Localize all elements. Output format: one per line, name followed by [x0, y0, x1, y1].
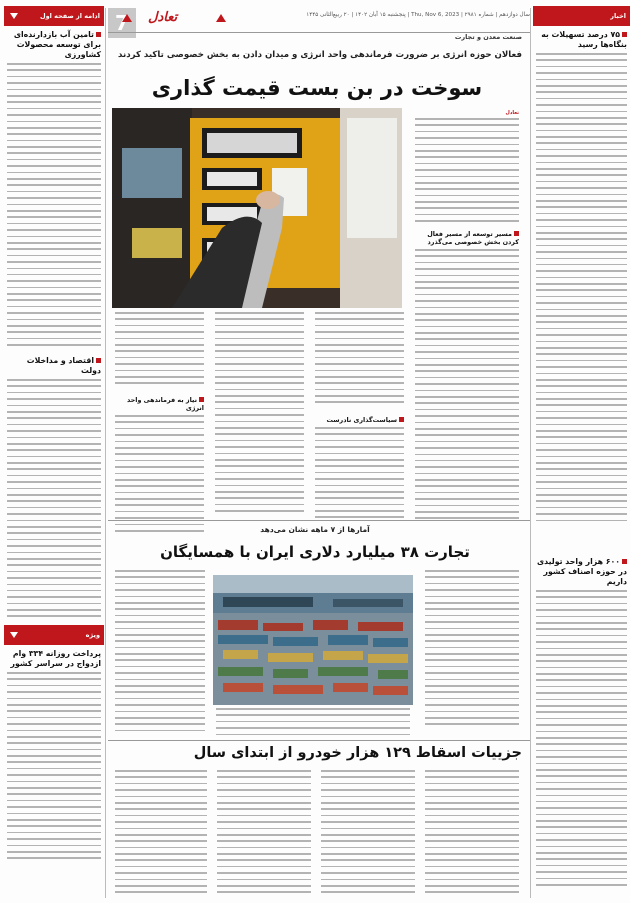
body-col-mid: [212, 312, 307, 517]
body-col-left-text-2: [115, 415, 204, 535]
left-headline-2: اقتصاد و مداخلات دولت: [26, 356, 101, 375]
bullet-square-icon: [622, 32, 627, 37]
date-line: پنجشنبه ۱۵ آبان ۱۴۰۲ | ۲۰ ربیع‌الثانی ۱۴۴۵ | Thu, Nov 6, 2023 | سال دوازدهم | شماره ۲۹۸۱: [306, 12, 530, 18]
right-headline-2: ۶۰۰ هزار واحد تولیدی در حوزه اصناف کشور داریم: [536, 557, 627, 586]
body-col-mid-text: [215, 312, 304, 517]
triangle-icon: [216, 14, 226, 22]
news-section-bar: [533, 6, 630, 26]
bullet-square-icon: [96, 358, 101, 363]
triangle-icon: [10, 13, 18, 19]
right-headline-1: ۷۵ درصد تسهیلات به بنگاه‌ها رسید: [541, 30, 627, 49]
cars-col-4: [112, 770, 210, 895]
continued-bar: [4, 6, 104, 26]
subhead-energy-command: نیاز به فرماندهی واحد انرژی: [126, 396, 204, 412]
page-header: [108, 8, 530, 32]
cars-col-2: [318, 770, 418, 895]
body-col-right: [312, 312, 407, 522]
body-col-left-text: [115, 312, 204, 392]
bullet-square-icon: [199, 397, 204, 402]
subhead-private-sector: مسیر توسعه از مسیر فعال کردن بخش خصوصی می‌گذرد: [427, 230, 519, 246]
right-column-separator: [530, 8, 531, 898]
cars-col-1: [422, 770, 522, 895]
section-title: صنعت معدن و تجارت: [454, 33, 522, 41]
triangle-icon: [10, 632, 18, 638]
body-col-right-text-2: [315, 427, 404, 522]
page-number: 7: [108, 8, 136, 38]
left-article-3-body: [7, 672, 101, 862]
lead-label: تعادل: [505, 110, 519, 116]
continued-label: ادامه از صفحه اول: [39, 12, 100, 20]
trade-under-photo: [213, 708, 413, 738]
body-col-right-text: [315, 312, 404, 412]
lead-column: [412, 110, 522, 524]
bullet-square-icon: [96, 32, 101, 37]
right-article-1-body: [536, 53, 627, 523]
cars-col-3: [214, 770, 314, 895]
right-news-column: [533, 6, 630, 903]
lead-body: [415, 118, 519, 226]
trade-col-right-text: [425, 570, 519, 730]
bullet-square-icon: [514, 231, 519, 236]
lead-body-2: [415, 249, 519, 524]
left-headline-1: تامین آب باز‌دارنده‌ای برای توسعه محصولات کشاورزی: [13, 30, 101, 59]
news-section-label: اخبار: [610, 12, 626, 20]
trade-col-left: [112, 570, 208, 735]
fuel-pump-image: [112, 108, 402, 308]
trade-col-left-text: [115, 570, 205, 735]
left-headline-3: پرداخت روزانه ۳۳۴ وام ازدواج در سراسر کشور: [10, 649, 101, 668]
newspaper-logo: تعادل: [148, 10, 178, 25]
subhead-wrong-policy: سیاست‌گذاری نادرست: [315, 416, 404, 424]
bullet-square-icon: [399, 417, 404, 422]
body-col-left: [112, 312, 207, 535]
triangle-icon: [122, 14, 132, 22]
port-containers-image: [213, 575, 413, 705]
trade-col-right: [422, 570, 522, 730]
trade-kicker: آمارها از ۷ ماهه نشان می‌دهد: [260, 525, 370, 534]
right-article-2-body: [536, 590, 627, 890]
fuel-pump-photo: [112, 108, 402, 308]
cars-col-1-text: [425, 770, 519, 895]
main-kicker: فعالان حوزه انرژی بر ضرورت فرماندهی واحد انرژی و میدان دادن به بخش خصوصی تاکید کردند: [118, 50, 522, 60]
trade-title: تجارت ۳۸ میلیارد دلاری ایران با همسایگان: [160, 543, 470, 561]
cars-col-2-text: [321, 770, 415, 895]
section-divider: [108, 520, 530, 521]
left-article-2-body: [7, 379, 101, 619]
special-label: ویژه: [85, 631, 100, 639]
cars-col-4-text: [115, 770, 207, 895]
cars-title: جزییات اسقاط ۱۲۹ هزار خودرو از ابتدای سال: [193, 745, 522, 761]
port-photo: [213, 575, 413, 705]
left-news-column: [4, 6, 104, 903]
left-column-separator: [105, 8, 106, 898]
main-title: سوخت در بن بست قیمت گذاری: [151, 76, 483, 100]
cars-col-3-text: [217, 770, 311, 895]
left-article-1-body: [7, 63, 101, 348]
special-bar: [4, 625, 104, 645]
section-divider-2: [108, 740, 530, 741]
trade-under-photo-text: [216, 708, 410, 738]
bullet-square-icon: [622, 559, 627, 564]
